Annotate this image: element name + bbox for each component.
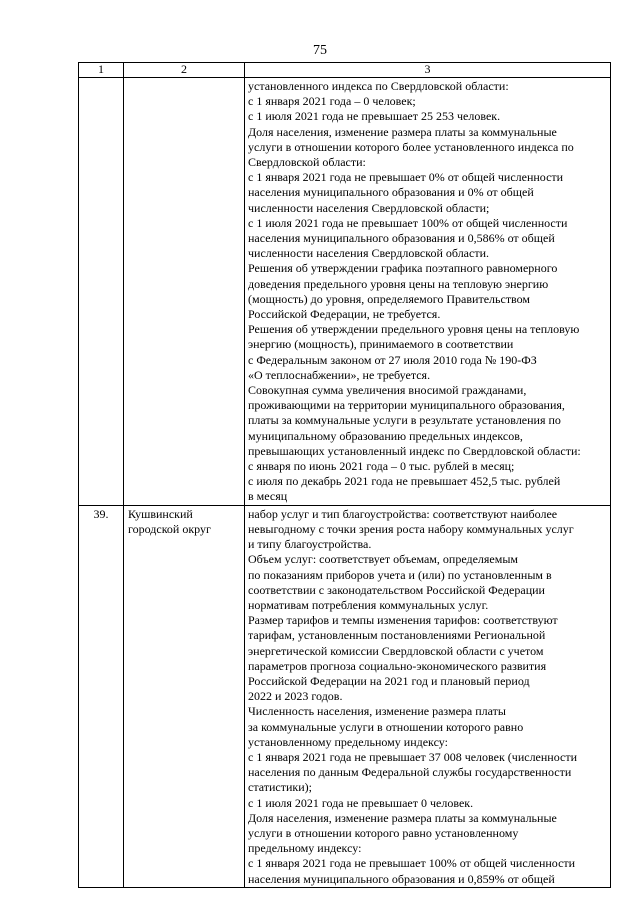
content-line: Российской Федерации, не требуется. (248, 307, 441, 322)
content-line: 2022 и 2023 годов. (248, 689, 343, 704)
content-line: и типу благоустройства. (248, 537, 372, 552)
document-table (78, 62, 611, 888)
content-line: Совокупная сумма увеличения вносимой гражданами, (248, 383, 527, 398)
content-line: муниципальному образованию предельных индексов, (248, 428, 523, 443)
content-line: проживающими на территории муниципального образования, (248, 398, 565, 413)
column-header-1: 1 (79, 63, 124, 78)
content-line: установленного индекса по Свердловской области: (248, 79, 509, 93)
content-line: с Федеральным законом от 27 июля 2010 года № 190-ФЗ (248, 352, 537, 367)
content-line: с 1 января 2021 года не превышает 100% от общей численности (248, 856, 576, 871)
content-line: Решения об утверждении графика поэтапного равномерного (248, 261, 558, 276)
content-line: в месяц (248, 489, 288, 504)
row-number: 39. (79, 505, 124, 887)
content-line: энергетической комиссии Свердловской области с учетом (248, 643, 544, 658)
content-line: Размер тарифов и темпы изменения тарифов: соответствуют (248, 613, 558, 628)
name-line: Кушвинский (128, 506, 193, 521)
content-line: установленному предельному индексу: (248, 734, 448, 749)
content-line: параметров прогноза социально-экономического развития (248, 658, 547, 673)
municipality-name (124, 78, 245, 506)
content-line: «О теплоснабжении», не требуется. (248, 367, 431, 382)
content-line: Объем услуг: соответствует объемам, определяемым (248, 552, 519, 567)
row-content (245, 505, 611, 887)
content-line: (мощность) до уровня, определяемого Правительством (248, 291, 531, 306)
content-line: предельному индексу: (248, 841, 362, 856)
column-header-2: 2 (124, 63, 245, 78)
municipality-name (124, 505, 245, 887)
table-row (79, 505, 611, 887)
content-line: с июля по декабрь 2021 года не превышает 452,5 тыс. рублей (248, 474, 561, 489)
content-line: энергию (мощность), принимаемого в соответствии (248, 337, 514, 352)
content-line: услуги в отношении которого равно установленному (248, 825, 519, 840)
content-line: превышающих установленный индекс по Свердловской области: (248, 443, 581, 458)
column-header-3: 3 (245, 63, 611, 78)
name-line: городской округ (128, 521, 211, 536)
content-line: численности населения Свердловской области. (248, 246, 489, 261)
content-line: платы за коммунальные услуги в результате установления по (248, 413, 561, 428)
row-number (79, 78, 124, 506)
content-line: Российской Федерации на 2021 год и плановый период (248, 673, 530, 688)
content-line: тарифам, установленным постановлениями Региональной (248, 628, 546, 643)
table-row (79, 78, 611, 506)
content-line: Решения об утверждении предельного уровня цены на тепловую (248, 322, 580, 337)
content-line: населения муниципального образования и 0,859% от общей (248, 871, 555, 886)
content-line: с 1 января 2021 года не превышает 0% от общей численности (248, 170, 564, 185)
content-line: по показаниям приборов учета и (или) по установленным в (248, 567, 552, 582)
content-line: нормативам потребления коммунальных услуг. (248, 597, 489, 612)
content-line: невыгодному с точки зрения роста набору коммунальных услуг (248, 521, 574, 536)
content-line: с 1 июля 2021 года не превышает 100% от общей численности (248, 215, 568, 230)
content-line: доведения предельного уровня цены на тепловую энергию (248, 276, 549, 291)
content-line: с 1 июля 2021 года не превышает 25 253 человек. (248, 109, 501, 124)
content-line: с 1 января 2021 года не превышает 37 008 человек (численности (248, 749, 578, 764)
content-line: Численность населения, изменение размера платы (248, 704, 506, 719)
content-line: соответствии с законодательством Российской Федерации (248, 582, 545, 597)
content-line: Доля населения, изменение размера платы за коммунальные (248, 124, 557, 139)
content-line: численности населения Свердловской области; (248, 200, 490, 215)
content-line: населения по данным Федеральной службы государственности (248, 765, 572, 780)
content-line: с января по июнь 2021 года – 0 тыс. рублей в месяц; (248, 459, 515, 474)
content-line: набор услуг и тип благоустройства: соответствуют наиболее (248, 506, 558, 521)
content-line: с 1 января 2021 года – 0 человек; (248, 94, 416, 109)
content-line: с 1 июля 2021 года не превышает 0 человек. (248, 795, 474, 810)
table-header-row (79, 63, 611, 78)
content-line: Свердловской области: (248, 155, 366, 170)
page-number: 75 (313, 43, 327, 58)
content-line: населения муниципального образования и 0% от общей (248, 185, 534, 200)
content-line: Доля населения, изменение размера платы за коммунальные (248, 810, 557, 825)
content-line: статистики); (248, 780, 312, 795)
content-line: населения муниципального образования и 0,586% от общей (248, 231, 555, 246)
row-content (245, 78, 611, 506)
content-line: за коммунальные услуги в отношении которого равно (248, 719, 524, 734)
content-line: услуги в отношении которого более установленного индекса по (248, 139, 574, 154)
